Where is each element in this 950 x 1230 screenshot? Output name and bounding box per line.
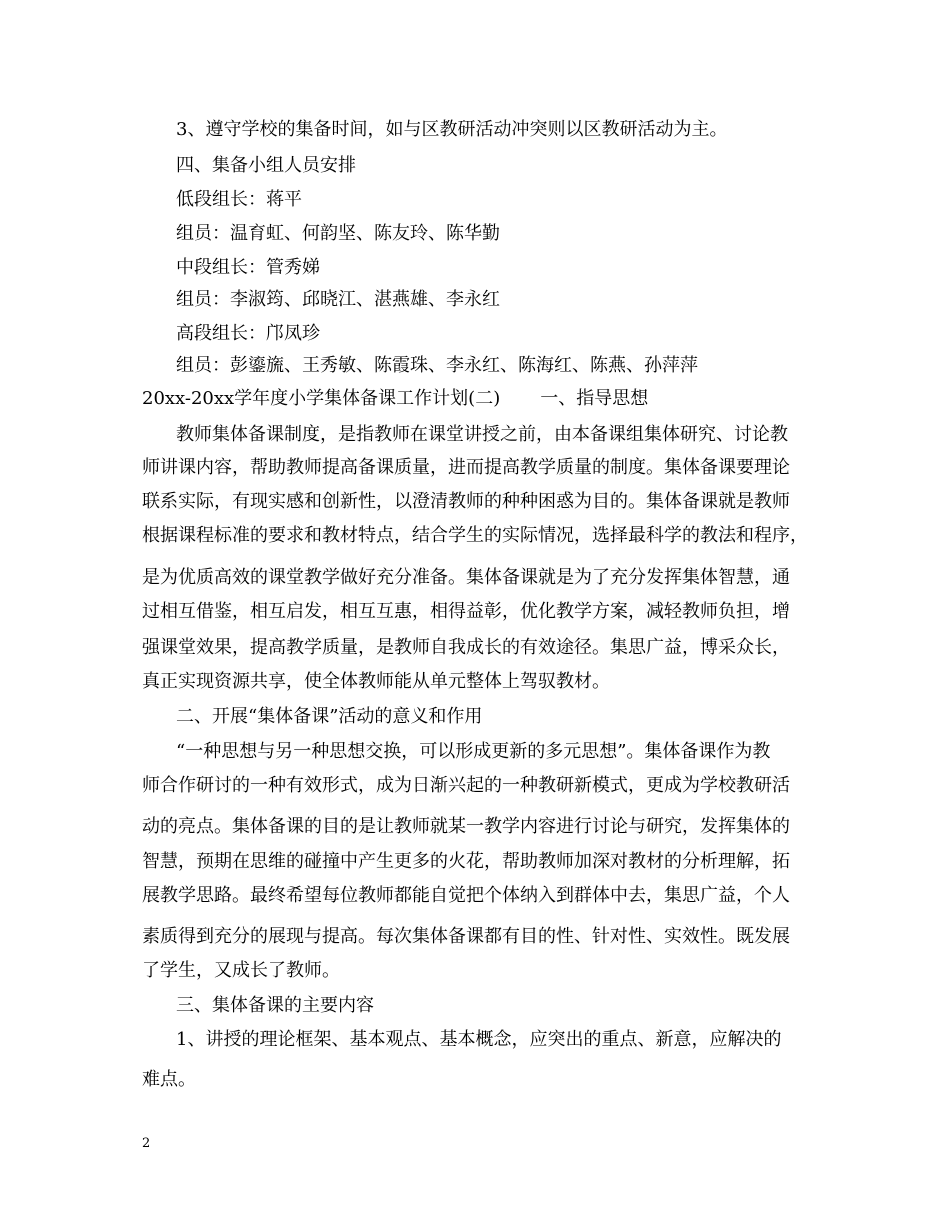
paragraph-line: 联系实际，有现实感和创新性，以澄清教师的种种困惑为目的。集体备课就是教师 xyxy=(142,491,790,512)
paragraph-line: 强课堂效果，提高教学质量，是教师自我成长的有效途径。集思广益，博采众长， xyxy=(142,637,790,658)
paragraph-line: 根据课程标准的要求和教材特点，结合学生的实际情况，选择最科学的教法和程序， xyxy=(142,525,808,546)
text-line: 组员：温育虹、何韵坚、陈友玲、陈华勤 xyxy=(176,223,500,244)
paragraph-line: 是为优质高效的课堂教学做好充分准备。集体备课就是为了充分发挥集体智慧，通 xyxy=(142,567,790,588)
section-heading: 四、集备小组人员安排 xyxy=(176,155,356,176)
text-line: 3、遵守学校的集备时间，如与区教研活动冲突则以区教研活动为主。 xyxy=(176,119,728,140)
paragraph-line: 师讲课内容，帮助教师提高备课质量，进而提高教学质量的制度。集体备课要理论 xyxy=(142,457,790,478)
paragraph-line: 过相互借鉴，相互启发，相互互惠，相得益彰，优化教学方案，减轻教师负担，增 xyxy=(142,601,790,622)
section-heading: 二、开展“集体备课”活动的意义和作用 xyxy=(176,706,483,727)
page-number: 2 xyxy=(142,1136,151,1151)
paragraph-line: 难点。 xyxy=(142,1069,196,1090)
section-heading: 一、指导思想 xyxy=(540,388,649,409)
text-line: 低段组长：蒋平 xyxy=(176,189,302,210)
text-line: 中段组长：管秀娣 xyxy=(176,257,320,278)
text-line: 高段组长：邝凤珍 xyxy=(176,323,320,344)
paragraph-line: 真正实现资源共享，使全体教师能从单元整体上驾驭教材。 xyxy=(142,671,610,692)
text-line: 组员：彭鎏旒、王秀敏、陈霞珠、李永红、陈海红、陈燕、孙萍萍 xyxy=(176,355,698,376)
paragraph-line: 教师集体备课制度，是指教师在课堂讲授之前，由本备课组集体研究、讨论教 xyxy=(176,424,788,445)
paragraph-line: 智慧，预期在思维的碰撞中产生更多的火花，帮助教师加深对教材的分析理解，拓 xyxy=(142,851,790,872)
paragraph-line: 了学生，又成长了教师。 xyxy=(142,960,340,981)
document-title-line xyxy=(142,387,822,411)
paragraph-line: 师合作研讨的一种有效形式，成为日渐兴起的一种教研新模式，更成为学校教研活 xyxy=(142,775,790,796)
paragraph-line: “一种思想与另一种思想交换，可以形成更新的多元思想”。集体备课作为教 xyxy=(176,741,771,762)
paragraph-line: 展教学思路。最终希望每位教师都能自觉把个体纳入到群体中去，集思广益，个人 xyxy=(142,885,790,906)
text-line: 组员：李淑筠、邱晓江、湛燕雄、李永红 xyxy=(176,289,500,310)
paragraph-line: 素质得到充分的展现与提高。每次集体备课都有目的性、针对性、实效性。既发展 xyxy=(142,926,790,947)
section-heading: 三、集体备课的主要内容 xyxy=(176,995,374,1016)
document-title: 20xx-20xx学年度小学集体备课工作计划(二) xyxy=(142,388,501,409)
paragraph-line: 动的亮点。集体备课的目的是让教师就某一教学内容进行讨论与研究，发挥集体的 xyxy=(142,816,790,837)
paragraph-line: 1、讲授的理论框架、基本观点、基本概念，应突出的重点、新意，应解决的 xyxy=(176,1029,782,1050)
